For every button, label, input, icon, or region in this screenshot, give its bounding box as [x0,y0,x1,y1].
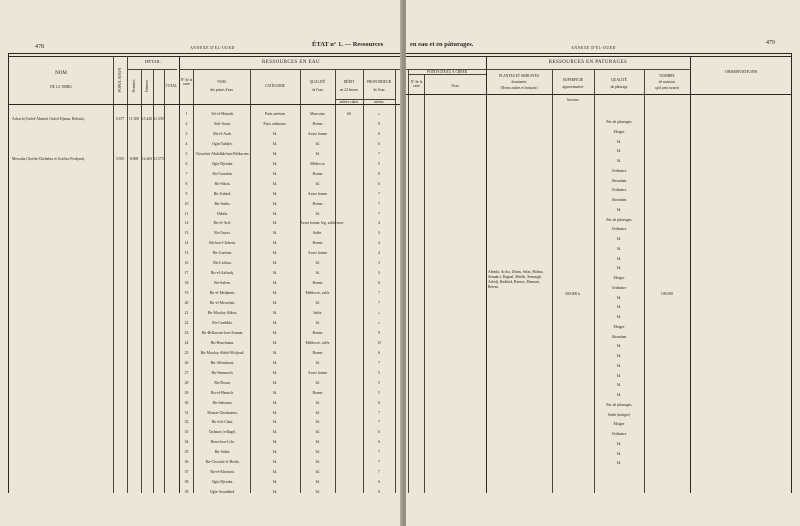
water-quality: Id. [315,141,320,146]
pasture-quality: Maigre [613,129,625,134]
tribe-femmes: 15.426 [141,117,153,121]
water-point-name: Bir-Gueddda. [212,320,233,325]
header-profondeur-sub: de l'eau [373,88,385,92]
map-number: 29 [184,390,189,395]
water-quality: Id. [315,410,320,415]
water-depth: 8 [378,121,380,126]
right-page [406,0,800,526]
water-point-category: Id. [272,360,278,365]
water-quality: Assez bonne [307,370,328,375]
water-depth: 7 [378,151,380,156]
water-point-category: Id. [272,470,278,475]
tribe-population: 5.677 [115,117,125,121]
pasture-quality: Id. [616,159,622,163]
map-number: 26 [184,360,189,365]
water-depth: 7 [378,410,380,415]
water-depth: 5 [378,380,380,385]
tribe-name: Achach (Ouled-Ahmed, Ouled-Djama, Rebaïa). [12,117,85,121]
water-depth: 6 [378,181,380,186]
map-number: 4 [185,141,188,146]
water-depth: 5 [378,161,380,166]
water-point-name: Bir-Moulay-Abbas. [207,311,238,315]
water-point-name: Bir-el-Medjemir. [209,291,236,296]
water-point-category: Id. [272,420,278,425]
right-page-number: 479 [766,40,775,46]
water-point-name: Bir-el-Kheirani. [210,470,235,475]
water-quality: Salée [313,311,322,315]
water-point-category: Id. [272,450,278,455]
water-depth: 6 [378,141,380,146]
map-number: 21 [184,311,189,315]
pasture-quality: Abondant [611,198,627,202]
water-quality: Médiocre, salée [305,291,330,296]
water-quality: Id. [315,360,320,365]
water-point-name: Bir-Zmort. [214,231,231,236]
water-point-name: Bir-ech-Chair. [211,420,234,425]
water-depth: 8 [378,171,380,176]
water-quality: Bonne [312,241,323,246]
tribe-population: 3.935 [115,157,125,161]
water-point-name: Bir-Allendaoui. [210,360,235,365]
map-number: 8 [185,181,188,186]
water-point-category: Id. [272,201,278,206]
water-depth: 6 [378,490,380,495]
left-page-number: 478 [35,44,44,50]
water-depth: 6 [378,400,380,405]
pasture-quality: Id. [616,373,622,378]
header-superficie: SUPERFICIE [562,78,584,82]
water-depth: 4 [378,251,380,256]
map-number: 17 [184,271,189,276]
water-point-name: Bir-el-Arab. [213,131,232,136]
water-point-category: Id. [272,181,278,186]
water-point-category: Puits artésien [264,112,286,116]
header-qualite: QUALITÉ [309,80,326,84]
water-depth: 3 [378,231,380,236]
pasture-quality: Pas de pâturages [606,120,632,124]
water-depth: 6 [378,281,380,286]
pasture-quality: Ordinaire [611,285,627,290]
water-quality: Id. [315,470,320,475]
water-point-name: Bir-el-Hamich. [210,390,234,395]
pasture-quality: Id. [616,139,622,144]
map-number: 19 [184,291,189,296]
pasture-quality: Sable (maigre) [607,412,631,417]
map-number: 6 [185,161,188,166]
pasture-quality: Maigre [613,276,625,280]
water-point-name: Bir-Salem. [214,281,231,286]
water-quality: Bonne [312,171,323,176]
water-point-category: Id. [272,221,278,226]
pasture-quality: Id. [616,383,622,388]
water-point-category: Id. [272,141,278,146]
water-point-name: Bir-Semmach. [211,370,234,375]
water-point-name: Bir-Gueritar. [212,251,233,256]
tribe-hommes: 8.868 [129,157,139,161]
water-quality: Assez bonne [307,131,328,136]
water-quality: Id. [315,450,320,455]
water-quality: Id. [315,181,320,186]
water-depth: 6 [378,131,380,136]
pasture-quality: Id. [616,354,622,358]
water-point-category: Id. [272,301,278,306]
water-point-category: Id. [272,151,278,156]
header-nombre: NOMBRE [659,74,675,78]
header-detail: DÉTAIL [145,59,161,64]
water-point-name: Bir-Belkacem-ben-Ammar. [201,330,244,335]
header-nombre-sub2: qu'il peut nourrir [654,86,680,90]
superficie-value: 500.000 h. [564,292,582,296]
pasture-quality: Id. [616,266,622,271]
map-number: 15 [184,251,189,256]
water-quality: Id. [315,151,320,156]
pasture-quality: Id. [616,315,622,319]
header-profondeur: PROFONDEUR [367,80,391,84]
water-point-name: Bir-el-Aref. [213,221,232,226]
water-point-name: Bir-el-Aaloudj. [210,271,235,276]
header-hommes: Hommes [132,79,136,93]
unit-profondeur: mètres [374,100,384,104]
water-depth: 9 [378,330,380,335]
map-number: 16 [184,261,189,266]
water-point-name: Bir-Sahia. [214,450,231,455]
water-depth: 5 [378,390,380,395]
water-point-name: Bir-Lirihira. [213,261,232,266]
water-depth: 6 [378,350,380,355]
header-total: TOTAL [165,84,178,88]
header-nom-points-sub: des points d'eau [210,88,233,92]
pasture-quality: Ordinaire [611,188,627,193]
water-quality: Id. [315,211,320,216]
pasture-quality: Pas de pâturages [606,402,632,407]
water-quality: Mauvaise [310,112,325,116]
map-number: 28 [184,380,189,385]
map-number: 30 [184,400,189,405]
water-quality: Assez bonne [307,251,328,256]
map-number: 34 [184,440,189,445]
map-number: 38 [184,480,189,485]
water-point-category: Id. [272,281,278,286]
header-qualite-paturage: QUALITÉ [611,78,627,82]
water-point-name: Hassi-bou-Lifa. [210,440,235,445]
water-point-category: Id. [272,231,278,236]
water-point-name: Bir-el-Merachni. [209,301,236,306]
water-point-category: Id. [272,440,278,445]
water-quality: Médiocre, salée [305,340,330,345]
map-number: 13 [184,231,189,236]
pasture-quality: Id. [616,207,622,212]
water-point-category: Id. [272,171,278,176]
state-title: ÉTAT n° 1. — Ressources [312,41,384,48]
water-point-name: Ogla-Aouahbed. [209,490,236,495]
header-no-carte: N° de la carte [180,78,193,86]
map-number: 27 [184,370,189,375]
tribe-total: 31.339 [153,117,164,121]
tribe-hommes: 11.300 [128,117,140,121]
water-point-category: Id. [272,311,278,315]
left-running-head: ANNEXE D'EL-OUED [190,45,235,50]
pasture-quality: Id. [616,295,622,300]
water-point-name: Tarlanas (village). [208,430,237,435]
tribe-femmes: 12.663 [141,157,153,161]
water-quality: Bonne [312,350,323,355]
map-number: 5 [185,151,188,156]
water-quality: Assez bonne [307,191,328,196]
map-number: 31 [184,410,189,415]
water-depth: 5 [378,370,380,375]
water-point-name: Bir-Snebs. [214,201,231,206]
water-quality: Id. [315,271,320,276]
water-point-category: Id. [272,460,278,465]
water-point-category: Puits ordinaire. [263,121,287,126]
water-point-category: Id. [272,271,278,276]
map-number: 10 [184,201,189,206]
map-number: 36 [184,460,189,465]
header-superficie-sub: approximative [562,85,584,89]
water-point-name: Ogla-Djeraba. [211,480,234,485]
water-point-category: Id. [272,380,278,385]
header-categorie: CATÉGORIE [265,84,285,88]
pasture-quality: Pas de pâturages [606,217,632,222]
water-depth: 7 [378,291,380,296]
water-point-name: Bir-Gourdan. [212,171,233,176]
pasture-quality: Id. [616,246,622,251]
water-quality: Id. [315,380,320,385]
map-number: 3 [185,131,188,136]
map-number: 25 [184,350,189,355]
map-number: 18 [184,281,189,286]
water-quality: Id. [315,430,320,435]
water-point-category: Id. [272,291,278,296]
water-point-category: Id. [272,400,278,405]
water-point-name: Bir-Bouchama. [210,340,235,345]
water-point-category: Id. [272,330,278,335]
pasture-quality: Maigre [613,324,625,329]
header-femmes: Femmes [145,79,149,93]
section-header-paturages: RESSOURCES EN PATURAGES [548,60,628,65]
water-point-category: Id. [272,241,278,246]
section-header-eau: RESSOURCES EN EAU [262,60,320,65]
right-running-head: ANNEXE D'EL-OUED [571,45,616,50]
water-point-category: Id. [272,261,278,266]
header-qualite-sub: de l'eau [312,88,323,92]
map-number: 23 [184,330,189,335]
water-point-name: Sidi-Aoun. [214,121,231,126]
water-point-category: Id. [272,191,278,196]
tribe-name: Messaba (Azeïla-Chebabta et Graffas-Ferdjani). [12,157,86,161]
pasture-quality: Id. [616,441,622,446]
header-nom-right: Nom [451,84,459,88]
water-quality: Assez bonne, lég. sulfureuse [300,221,344,226]
pasture-quality: Id. [616,305,622,310]
pasture-quality: Id. [616,363,622,368]
pasture-quality: Abondant [611,334,627,339]
header-nom-sub: DE LA TRIBU [50,85,72,89]
water-depth: 7 [378,420,380,425]
water-debit: 60 [347,112,351,116]
map-number: 22 [184,320,189,325]
header-population: POPULATION [117,67,122,93]
header-no-carte-right: N° de la carte [410,80,423,88]
header-qualite-paturage-sub: du pâturage [610,85,628,89]
water-quality: Id. [315,400,320,405]
header-points-creer: POINTS D'EAU À CRÉER [426,70,468,74]
plants-list: Alenda, Archa, Drinn, Sefar, Halma, Semakri, Bagnal, Merkh, Semargh, Arfedj, Hadifad, Rimtse, Damran, Retem. [488,270,544,289]
water-point-name: Bir-Douar. [214,380,231,385]
pasture-quality: Abondant [611,178,627,183]
map-number: 39 [184,490,189,495]
pasture-quality: Id. [616,256,622,261]
water-depth: 15 [377,340,381,345]
header-observations: OBSERVATIONS [724,69,758,74]
water-depth: 4 [378,221,380,226]
water-point-category: Id. [272,350,278,355]
pasture-quality: Id. [616,237,622,241]
map-number: 1 [185,112,188,116]
pasture-quality: Id. [616,149,622,154]
water-depth: 7 [378,201,380,206]
water-quality: Salée. [312,231,323,236]
header-debit-sub: en 24 heures [339,88,359,92]
water-quality: Bonne [312,281,323,286]
water-point-name: Bir-bou-Chchein. [209,241,236,246]
water-point-name: Bir-Sabouna. [212,400,233,405]
water-depth: 7 [378,301,380,306]
header-nombre-sub1: de moutons [658,80,676,84]
water-point-category: Id. [272,490,278,495]
water-point-name: Debila. [216,211,229,216]
unit-debit: mètres cubes [339,100,359,104]
water-point-category: Id. [272,430,278,435]
water-point-name: Bir-Chouchi-el-Beida. [205,460,240,465]
state-title-continued: en eau et en pâturages. [410,41,474,48]
water-depth: 6 [378,440,380,445]
water-quality: Bonne [312,390,323,395]
map-number: 14 [184,241,189,246]
water-depth: » [378,320,380,325]
water-point-category: Id. [272,480,278,485]
water-point-name: Ogla-Taddjer. [212,141,233,146]
header-plantes-sub1: dominants [511,80,527,84]
pasture-quality: Id. [616,451,622,456]
water-quality: Id. [315,460,320,465]
water-depth: 4 [378,241,380,246]
map-number: 20 [184,301,189,306]
water-point-name: Chouchet-Abdallah-ben-Belkacem. [195,151,250,156]
header-plantes: PLANTES ET ARBUSTES [498,74,540,78]
tribe-total: 21.573 [153,157,164,161]
water-point-category: Id. [272,320,278,325]
pasture-quality: Id. [616,461,622,466]
map-number: 2 [185,121,188,126]
map-number: 12 [184,221,189,226]
water-point-name: Bir-Moulay-Abdel-Moljoud. [200,350,245,355]
water-depth: 7 [378,191,380,196]
header-nom: NOM [55,71,67,76]
water-quality: Id. [315,320,320,325]
moutons-value: 100.000 [660,292,674,296]
water-depth: » [378,311,380,315]
water-point-name: Bir-Sikria. [214,181,231,186]
unit-superficie: hectares [567,98,579,102]
water-quality: Bonne [312,121,323,126]
water-point-name: Ogla-Djeraba. [211,161,234,166]
pasture-quality: Ordinaire [611,432,627,436]
water-point-category: Id. [272,410,278,415]
map-number: 24 [184,340,189,345]
water-point-category: Id. [272,251,278,256]
water-depth: 6 [378,430,380,435]
water-point-category: Id. [272,211,278,216]
water-point-category: Id. [272,390,278,395]
map-number: 11 [184,211,189,216]
map-number: 32 [184,420,189,425]
water-depth: 3 [378,271,380,276]
water-point-name: Sif-el-Menadi. [211,112,234,116]
water-point-name: Mouiat-Ghodanena. [207,410,238,415]
pasture-quality: Id. [616,393,622,397]
water-depth: 7 [378,450,380,455]
water-depth: 7 [378,360,380,365]
water-point-category: Id. [272,340,278,345]
water-quality: Id. [315,440,320,445]
map-number: 7 [185,171,188,176]
pasture-quality: Id. [616,344,622,349]
pasture-quality: Ordinaire [611,227,627,232]
map-number: 9 [185,191,188,196]
water-quality: Id. [315,261,320,266]
water-quality: Id. [315,301,320,306]
water-point-category: Id. [272,131,278,136]
water-depth: » [378,112,380,116]
pasture-quality: Maigre [613,422,625,427]
water-depth: 7 [378,211,380,216]
map-number: 35 [184,450,189,455]
water-point-category: Id. [272,161,278,166]
water-depth: 6 [378,480,380,485]
water-quality: Médiocre [310,161,325,166]
water-quality: Id. [315,490,320,495]
water-depth: 7 [378,470,380,475]
water-point-category: Id. [272,370,278,375]
header-debit: DÉBIT [343,80,355,84]
water-quality: Id. [315,420,320,425]
water-depth: 3 [378,261,380,266]
header-plantes-sub2: (Noms arabes et français) [500,86,538,90]
water-quality: Bonne [312,201,323,206]
pasture-quality: Ordinaire [611,168,627,173]
water-quality: Id. [315,480,320,485]
header-nom-points: NOM [217,80,226,84]
water-point-name: Bir-Zaheid. [213,191,232,196]
water-depth: 7 [378,460,380,465]
map-number: 37 [184,470,189,475]
map-number: 33 [184,430,189,435]
water-quality: Bonne [312,330,323,335]
